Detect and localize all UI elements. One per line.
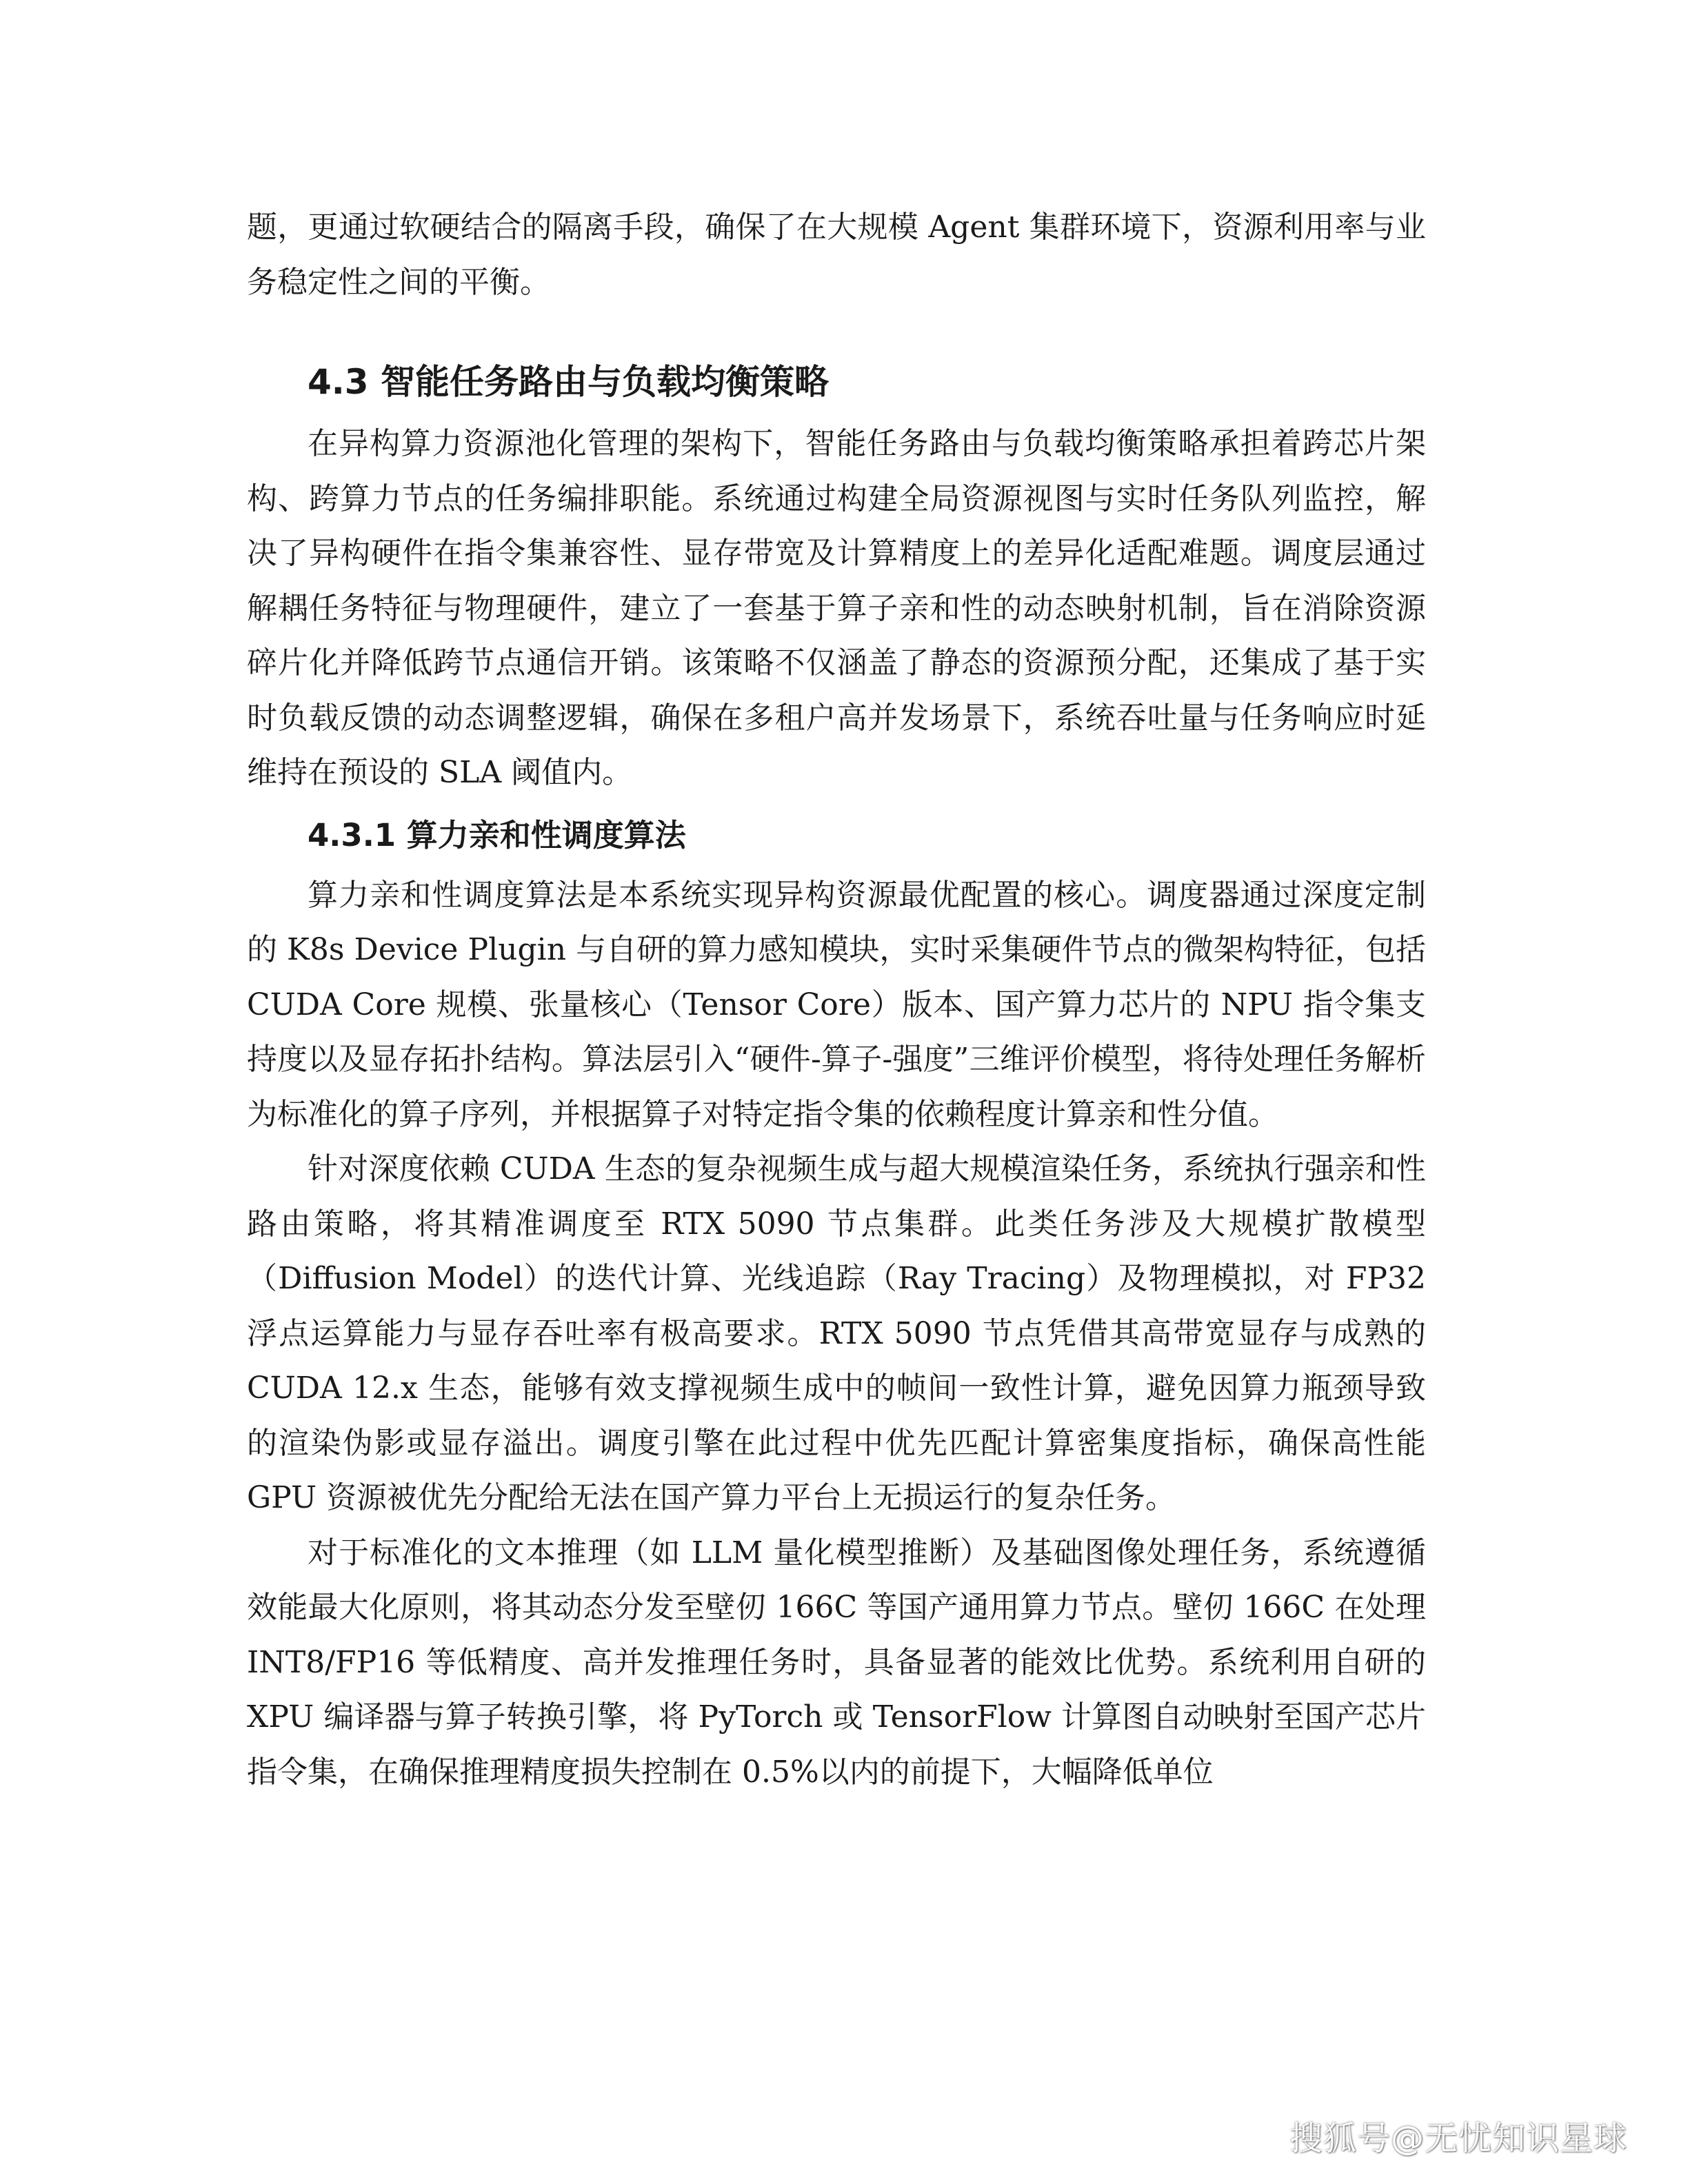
section-4-3-1-paragraph-1: 算力亲和性调度算法是本系统实现异构资源最优配置的核心。调度器通过深度定制的 K8s Device Plugin 与自研的算力感知模块，实时采集硬件节点的微架构特征，包括 CUDA Core 规模、张量核心（Tensor Core）版本、国产算力芯片的 NPU 指令集支持度以及显存拓扑结构。算法层引入“硬件-算子-强度”三维评价模型，将待处理任务解析为标准化的算子序列，并根据算子对特定指令集的依赖程度计算亲和性分值。 <box>247 877 1426 1132</box>
continuation-paragraph: 题，更通过软硬结合的隔离手段，确保了在大规模 Agent 集群环境下，资源利用率与业务稳定性之间的平衡。 <box>247 210 1426 300</box>
section-heading-4-3-1: 4.3.1 算力亲和性调度算法 <box>308 816 686 853</box>
section-4-3-1-paragraph-2: 针对深度依赖 CUDA 生态的复杂视频生成与超大规模渲染任务，系统执行强亲和性路由策略，将其精准调度至 RTX 5090 节点集群。此类任务涉及大规模扩散模型（Diffusion Model）的迭代计算、光线追踪（Ray Tracing）及物理模拟，对 FP32 浮点运算能力与显存吞吐率有极高要求。RTX 5090 节点凭借其高带宽显存与成熟的 CUDA 12.x 生态，能够有效支撑视频生成中的帧间一致性计算，避免因算力瓶颈导致的渲染伪影或显存溢出。调度引擎在此过程中优先匹配计算密集度指标，确保高性能 GPU 资源被优先分配给无法在国产算力平台上无损运行的复杂任务。 <box>247 1151 1426 1515</box>
section-heading-4-3: 4.3 智能任务路由与负载均衡策略 <box>308 362 829 402</box>
section-4-3-1-paragraph-3: 对于标准化的文本推理（如 LLM 量化模型推断）及基础图像处理任务，系统遵循效能最大化原则，将其动态分发至壁仞 166C 等国产通用算力节点。壁仞 166C 在处理 INT8/FP16 等低精度、高并发推理任务时，具备显著的能效比优势。系统利用自研的 XPU 编译器与算子转换引擎，将 PyTorch 或 TensorFlow 计算图自动映射至国产芯片指令集，在确保推理精度损失控制在 0.5%以内的前提下，大幅降低单位 <box>247 1535 1426 1790</box>
section-4-3-paragraph: 在异构算力资源池化管理的架构下，智能任务路由与负载均衡策略承担着跨芯片架构、跨算力节点的任务编排职能。系统通过构建全局资源视图与实时任务队列监控，解决了异构硬件在指令集兼容性、显存带宽及计算精度上的差异化适配难题。调度层通过解耦任务特征与物理硬件，建立了一套基于算子亲和性的动态映射机制，旨在消除资源碎片化并降低跨节点通信开销。该策略不仅涵盖了静态的资源预分配，还集成了基于实时负载反馈的动态调整逻辑，确保在多租户高并发场景下，系统吞吐量与任务响应时延维持在预设的 SLA 阈值内。 <box>247 426 1426 790</box>
watermark: 搜狐号@无忧知识星球 <box>1289 2119 1627 2158</box>
document-page <box>247 200 1426 1799</box>
